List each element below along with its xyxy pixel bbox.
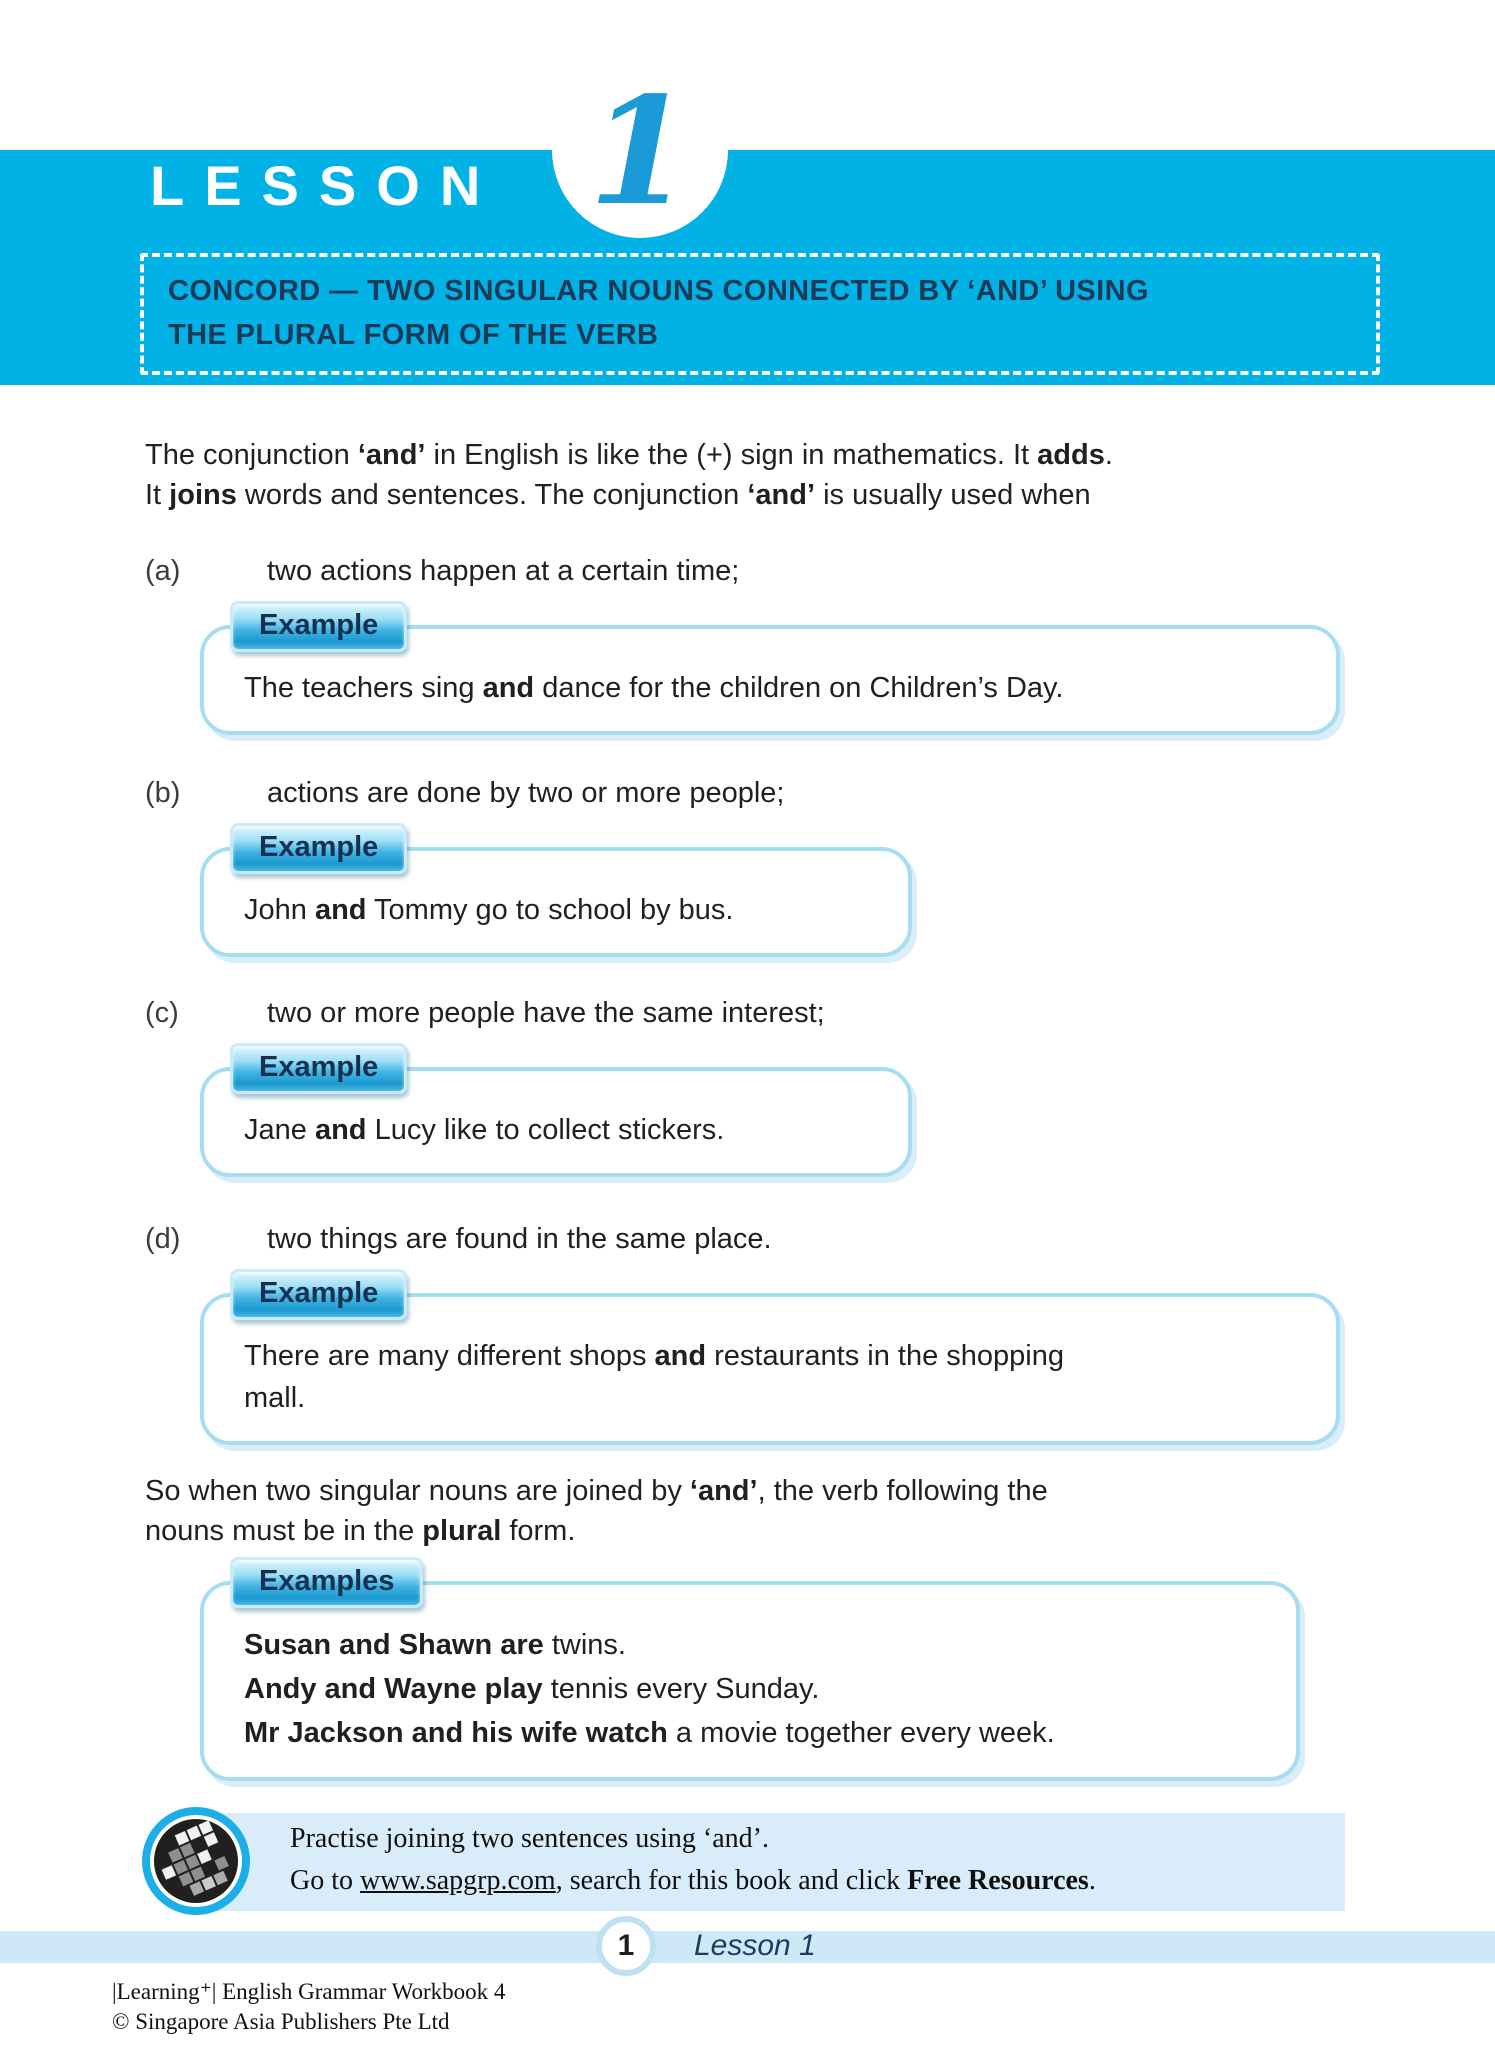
item-text: actions are done by two or more people;: [267, 777, 785, 809]
practice-line-1: Practise joining two sentences using ‘and’.: [290, 1823, 770, 1854]
lesson-header-band: [0, 64, 1495, 385]
item-text: two actions happen at a certain time;: [267, 555, 740, 587]
page-number-badge: 1: [596, 1916, 656, 1976]
practice-text: [290, 1818, 1096, 1902]
examples-sentences: Susan and Shawn are twins. Andy and Wayne play tennis every Sunday. Mr Jackson and his wife watch a movie together every week.: [244, 1629, 1055, 1749]
example-tab: Example: [230, 1043, 407, 1094]
example-tab: Example: [230, 601, 407, 652]
example-box-c: [200, 1051, 912, 1177]
practice-go-prefix: Go to: [290, 1865, 360, 1896]
list-item-a: [145, 551, 1495, 591]
examples-box: [200, 1565, 1300, 1781]
practice-link[interactable]: www.sapgrp.com: [360, 1865, 556, 1896]
practice-suffix: .: [1088, 1865, 1096, 1896]
conclusion-paragraph: So when two singular nouns are joined by ‘and’, the verb following the nouns must be in the plural form.: [145, 1475, 1048, 1547]
practice-line-2: [290, 1860, 1096, 1902]
lesson-number: 1: [588, 64, 692, 238]
credits: [112, 1977, 1495, 2037]
lesson-number-disc: [552, 62, 728, 238]
example-box-d: [200, 1277, 1340, 1445]
practice-bold: Free Resources: [907, 1865, 1089, 1896]
lesson-banner: LESSON: [150, 154, 501, 217]
example-sentence: John and Tommy go to school by bus.: [244, 894, 734, 926]
example-box-a: [200, 609, 1340, 735]
practice-mid: , search for this book and click: [555, 1865, 908, 1896]
example-box-b: [200, 831, 912, 957]
item-text: two things are found in the same place.: [267, 1223, 772, 1255]
example-tab: Example: [230, 1269, 407, 1320]
list-item-d: [145, 1219, 1495, 1259]
page-title-line-2: THE PLURAL FORM OF THE VERB: [168, 319, 659, 351]
practice-note: [140, 1803, 1345, 1921]
item-label: (c): [145, 997, 179, 1029]
page-title-box: [140, 253, 1380, 375]
footer-band: [0, 1931, 1495, 1963]
intro-paragraph: The conjunction ‘and’ in English is like the (+) sign in mathematics. It adds. It joins words and sentences. The conjunction ‘and’ is usually used when: [145, 439, 1113, 511]
credits-line-1: |Learning⁺| English Grammar Workbook 4: [112, 1979, 506, 2004]
lesson-footer-label: Lesson 1: [694, 1929, 816, 1962]
item-text: two or more people have the same interest;: [267, 997, 825, 1029]
page-title-line-1: CONCORD — TWO SINGULAR NOUNS CONNECTED BY ‘AND’ USING: [168, 275, 1149, 307]
list-item-b: [145, 773, 1495, 813]
qr-code-icon: [140, 1805, 252, 1917]
example-sentence: There are many different shops and restaurants in the shopping mall.: [244, 1340, 1064, 1414]
item-label: (a): [145, 555, 181, 587]
item-label: (b): [145, 777, 181, 809]
examples-tab: Examples: [230, 1557, 423, 1608]
credits-line-2: © Singapore Asia Publishers Pte Ltd: [112, 2009, 450, 2034]
example-sentence: The teachers sing and dance for the children on Children’s Day.: [244, 672, 1064, 704]
example-tab: Example: [230, 823, 407, 874]
item-label: (d): [145, 1223, 181, 1255]
list-item-c: [145, 993, 1495, 1033]
example-sentence: Jane and Lucy like to collect stickers.: [244, 1114, 725, 1146]
